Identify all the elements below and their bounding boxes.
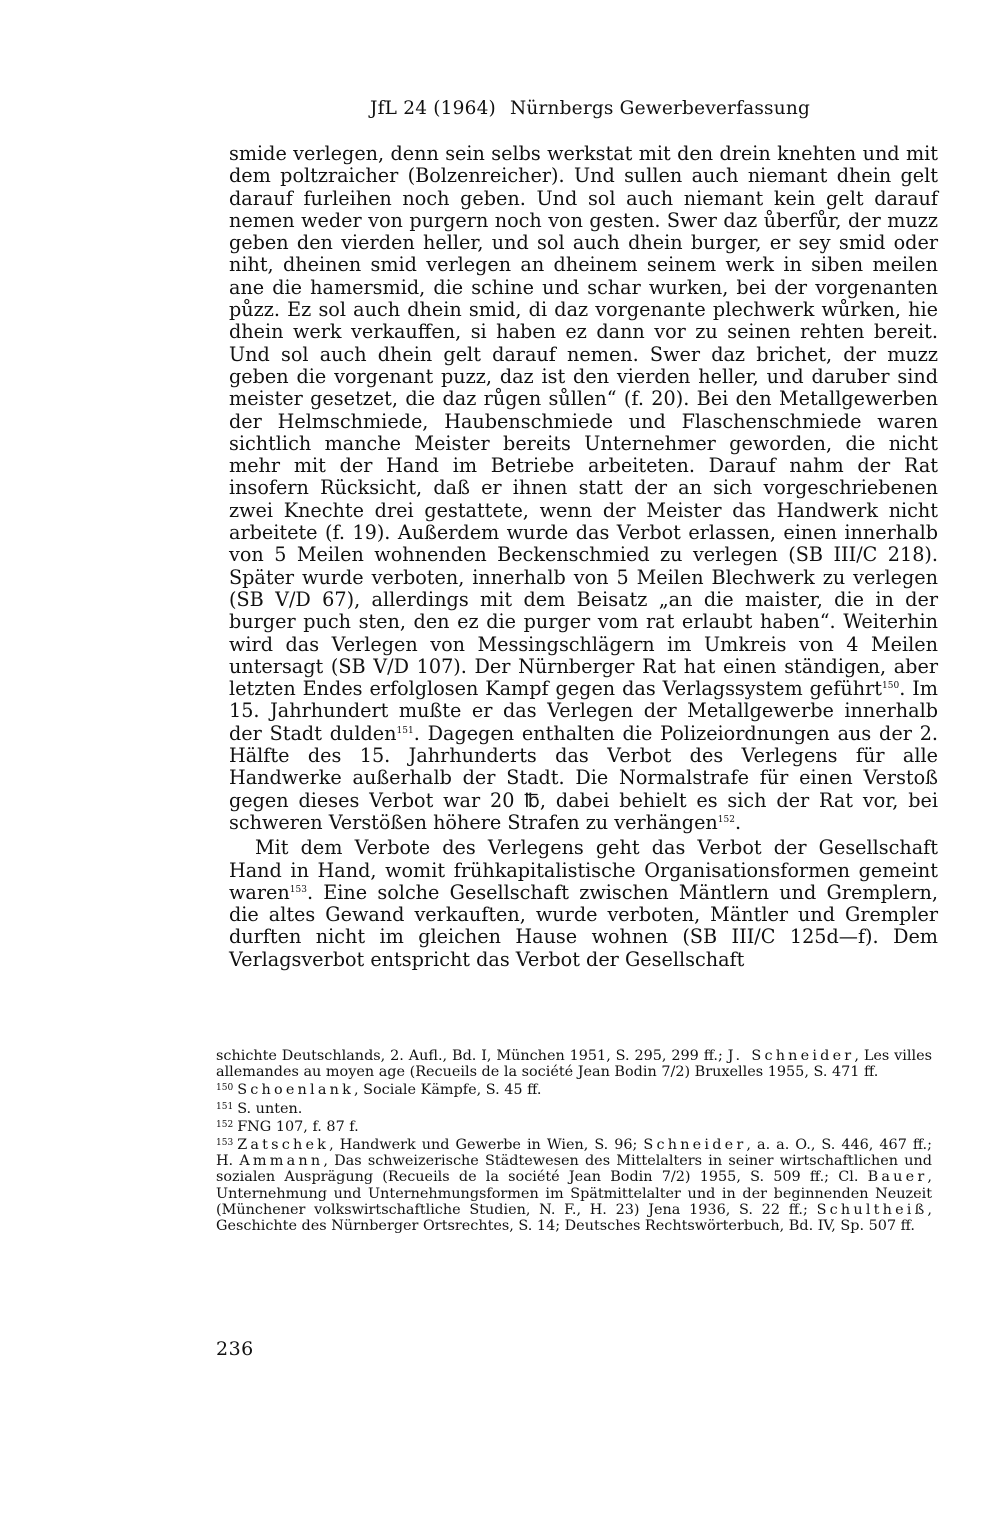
paragraph: Mit dem Verbote des Verlegens geht das Verbot der Gesellschaft Hand in Hand, womit frühkapitalistische Organisationsformen gemeint waren$^{153}$. Eine solche Gesellschaft zwischen Mäntlern und Gremplern, die altes Gewand verkauften, wurde verboten, Mäntler und Grempler durften nicht im gleichen Hause wohnen (SB III/C 125d—f). Dem Verlagsverbot entspricht das Verbot der Gesellschaft — [229, 836, 938, 971]
page-number: 236 — [216, 1338, 254, 1360]
author-name: J. Schneider — [727, 1048, 855, 1064]
footnote-150: $^{150}$ Schoenlank, Sociale Kämpfe, S. 45 ff. — [216, 1082, 542, 1099]
footnote-ref[interactable]: 152 — [717, 814, 735, 825]
author-name: Bauer — [867, 1169, 928, 1186]
footnote-ref[interactable]: 153 — [289, 884, 307, 895]
running-title: Nürnbergs Gewerbeverfassung — [509, 98, 811, 119]
paragraph: smide verlegen, denn sein selbs werkstat mit den drein knehten und mit dem poltzraicher (Bolzenreicher). Und sullen auch niemant dhein gelt darauf furleihen noch geben. Und sol auch niemant kein gelt darauf nemen weder von purgern noch von gesten. Swer daz ůberfůr, der muzz geben den vierden heller, und sol auch dhein burger, er sey smid oder niht, dheinen smid verlegen an dheinem seinem werk in siben meilen ane die hamersmid, die schine und schar wurken, bei der vorgenanten půzz. Ez sol auch dhein smid, di daz vorgenante plechwerk wůrken, hie dhein werk verkauffen, si haben ez dann vor zu seinen rehten bereit. Und sol auch dhein gelt darauf nemen. Swer daz brichet, der muzz geben die vorgenant puzz, daz ist den vierden heller, und daruber sind meister gesetzet, die daz růgen sůllen“ (f. 20). Bei den Metallgewerben der Helmschmiede, Haubenschmiede und Flaschenschmiede waren sichtlich manche Meister bereits Unternehmer geworden, die nicht mehr mit der Hand im Betriebe arbeiteten. Darauf nahm der Rat insofern Rücksicht, daß er ihnen statt der an sich vorgeschriebenen zwei Knechte drei gestattete, wenn der Meister das Handwerk nicht arbeitete (f. 19). Außerdem wurde das Verbot erlassen, einen innerhalb von 5 Meilen wohnenden Beckenschmied zu verlegen (SB III/C 218). Später wurde verboten, innerhalb von 5 Meilen Blechwerk zu verlegen (SB V/D 67), allerdings mit dem Beisatz „an die maister, die in der burger puch sten, den ez die purger vom rat erlaubt haben“. Weiterhin wird das Verlegen von Messingschlägern im Umkreis von 4 Meilen untersagt (SB V/D 107). Der Nürnberger Rat hat einen ständigen, aber letzten Endes erfolglosen Kampf gegen das Verlagssystem geführt$^{150}$. Im 15. Jahrhundert mußte er das Verlegen der Metallgewerbe innerhalb der Stadt dulden$^{151}$. Dagegen enthalten die Polizeiordnungen aus der 2. Hälfte des 15. Jahrhunderts das Verbot des Verlegens für alle Handwerke außerhalb der Stadt. Die Normalstrafe für einen Verstoß gegen dieses Verbot war 20 ℔, dabei behielt es sich der Rat vor, bei schweren Verstößen höhere Strafen zu verhängen$^{152}$. — [229, 142, 938, 834]
main-text — [229, 143, 938, 971]
author-name: Schultheiß — [816, 1201, 928, 1218]
author-name: Schoenlank — [237, 1082, 354, 1099]
author-name: Schneider — [643, 1137, 747, 1154]
footnote-152: $^{152}$ FNG 107, f. 87 f. — [216, 1118, 359, 1135]
footnotes — [216, 1048, 932, 1234]
footnote-ref[interactable]: 150 — [882, 681, 900, 692]
footnote-continuation: schichte Deutschlands, 2. Aufl., Bd. I, München 1951, S. 295, 299 ff.; J. Schneider, Les villes allemandes au moyen age (Recueils de la société Jean Bodin 7/2) Bruxelles 1955, S. 471 ff. — [216, 1048, 932, 1081]
running-header — [370, 98, 840, 119]
author-name: Ammann — [239, 1153, 324, 1170]
footnote-153: $^{153}$ Zatschek, Handwerk und Gewerbe in Wien, S. 96; Schneider, a. a. O., S. 446, 467 ff.; H. Ammann, Das schweizerische Städtewesen des Mittelalters in seiner wirtschaftlichen und sozialen Ausprägung (Recueils de la société Jean Bodin 7/2) 1955, S. 509 ff.; Cl. Bauer, Unternehmung und Unternehmungsformen im Spätmittelalter und in der beginnenden Neuzeit (Münchener volkswirtschaftliche Studien, N. F., H. 23) Jena 1936, S. 22 ff.; Schultheiß, Geschichte des Nürnberger Ortsrechtes, S. 14; Deutsches Rechtswörterbuch, Bd. IV, Sp. 507 ff. — [216, 1137, 932, 1235]
author-name: Zatschek — [237, 1137, 330, 1154]
footnote-ref[interactable]: 151 — [396, 725, 414, 736]
journal-reference: JfL 24 (1964) — [370, 98, 496, 119]
footnote-151: $^{151}$ S. unten. — [216, 1100, 303, 1117]
